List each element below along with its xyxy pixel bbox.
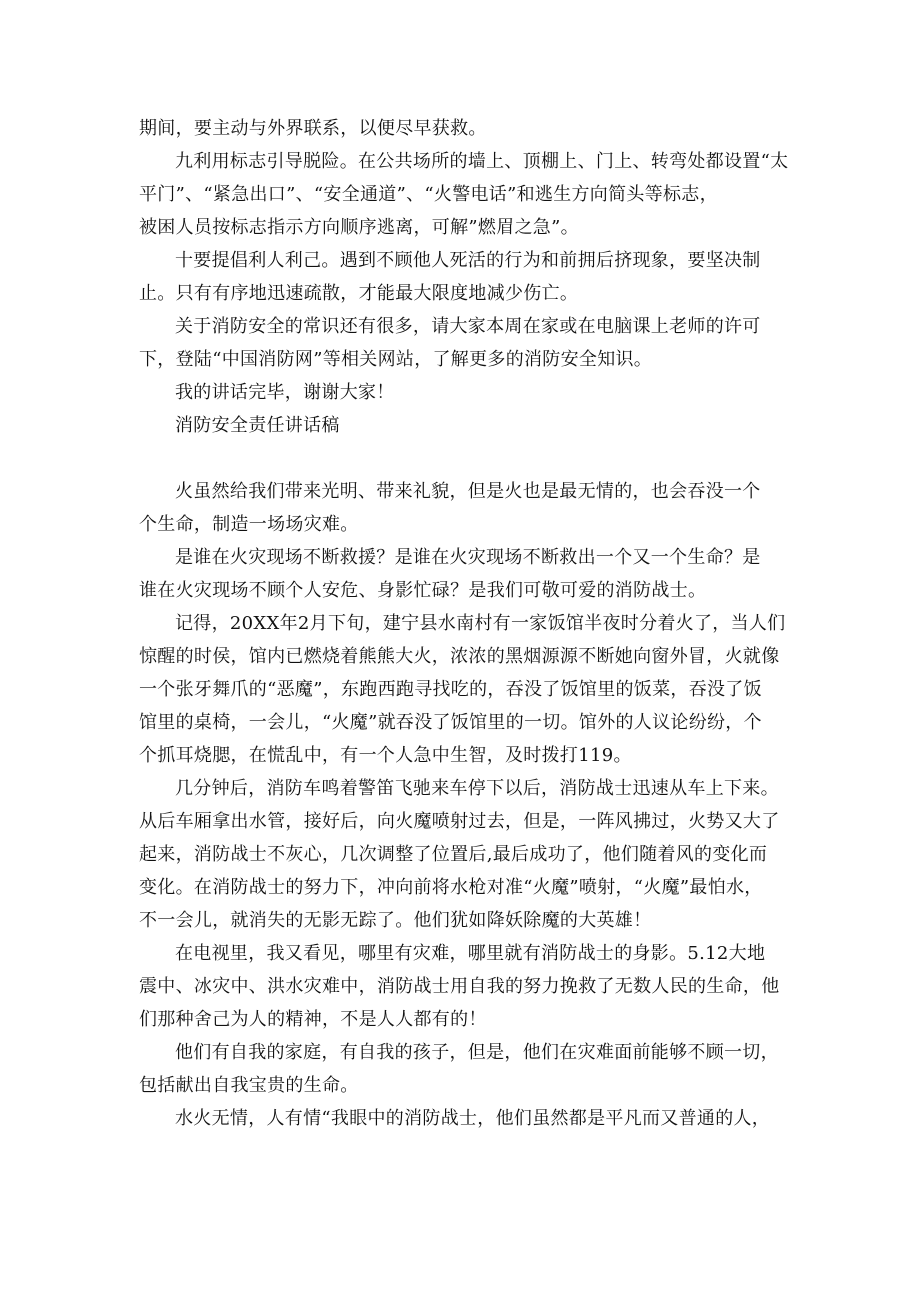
text-line-27: 震中、冰灾中、洪水灾难中，消防战士用自我的努力挽救了无数人民的生命，他: [139, 976, 780, 997]
text-line-2: 九利用标志引导脱险。在公共场所的墙上、顶棚上、门上、转弯处都设置“太: [175, 151, 789, 172]
text-line-26: 在电视里，我又看见，哪里有灾难，哪里就有消防战士的身影。5.12大地: [175, 943, 766, 964]
document-page: [139, 112, 789, 1135]
text-line-23: 起来，消防战士不灰心，几次调整了位置后,最后成功了，他们随着风的变化而: [139, 844, 768, 865]
text-line-30: 包括献出自我宝贵的生命。: [139, 1075, 359, 1096]
text-line-25: 不一会儿，就消失的无影无踪了。他们犹如降妖除魔的大英雄！: [139, 910, 652, 931]
text-line-28: 们那种舍己为人的精神，不是人人都有的！: [139, 1009, 487, 1030]
text-line-4: 被困人员按标志指示方向顺序逃离，可解”燃眉之急”。: [139, 217, 579, 238]
text-line-5: 十要提倡利人利己。遇到不顾他人死活的行为和前拥后挤现象，要坚决制: [175, 250, 761, 271]
text-line-6: 止。只有有序地迅速疏散，才能最大限度地减少伤亡。: [139, 283, 579, 304]
text-line-29: 他们有自我的家庭，有自我的孩子，但是，他们在灾难面前能够不顾一切，: [175, 1042, 779, 1063]
text-line-12: 火虽然给我们带来光明、带来礼貌，但是火也是最无情的，也会吞没一个: [175, 481, 761, 502]
text-line-22: 从后车厢拿出水管，接好后，向火魔喷射过去，但是，一阵风拂过，火势又大了: [139, 811, 780, 832]
text-line-15: 谁在火灾现场不顾个人安危、身影忙碌？是我们可敬可爱的消防战士。: [139, 580, 707, 601]
text-line-19: 馆里的桌椅，一会儿，“火魔”就吞没了饭馆里的一切。馆外的人议论纷纷，个: [139, 712, 762, 733]
text-line-7: 关于消防安全的常识还有很多，请大家本周在家或在电脑课上老师的许可: [175, 316, 761, 337]
text-line-31: 水火无情，人有情“我眼中的消防战士，他们虽然都是平凡而又普通的人，: [175, 1108, 771, 1129]
text-line-20: 个抓耳烧腮，在慌乱中，有一个人急中生智，及时拨打119。: [139, 745, 632, 766]
text-line-21: 几分钟后，消防车鸣着警笛飞驰来车停下以后，消防战士迅速从车上下来。: [175, 778, 779, 799]
text-line-8: 下，登陆“中国消防网”等相关网站，了解更多的消防安全知识。: [139, 349, 653, 370]
text-line-1: 期间，要主动与外界联系，以便尽早获救。: [139, 118, 487, 139]
text-line-17: 惊醒的时侯，馆内已燃烧着熊熊大火，浓浓的黑烟源源不断她向窗外冒，火就像: [139, 646, 780, 667]
text-line-16: 记得，20XX年2月下旬，建宁县水南村有一家饭馆半夜时分着火了，当人们: [175, 613, 786, 634]
text-line-9: 我的讲话完毕，谢谢大家！: [175, 382, 395, 403]
text-line-24: 变化。在消防战士的努力下，冲向前将水枪对准“火魔”喷射，“火魔”最怕水，: [139, 877, 763, 898]
blank-line: [139, 442, 789, 475]
text-line-13: 个生命，制造一场场灾难。: [139, 514, 359, 535]
text-line-18: 一个张牙舞爪的“恶魔”，东跑西跑寻找吃的，吞没了饭馆里的饭菜，吞没了饭: [139, 679, 762, 700]
text-line-3: 平门”、“紧急出口”、“安全通道”、“火警电话”和逃生方向简头等标志，: [139, 184, 718, 205]
section-title: 消防安全责任讲话稿: [175, 415, 340, 436]
text-line-14: 是谁在火灾现场不断救援？是谁在火灾现场不断救出一个又一个生命？是: [175, 547, 761, 568]
